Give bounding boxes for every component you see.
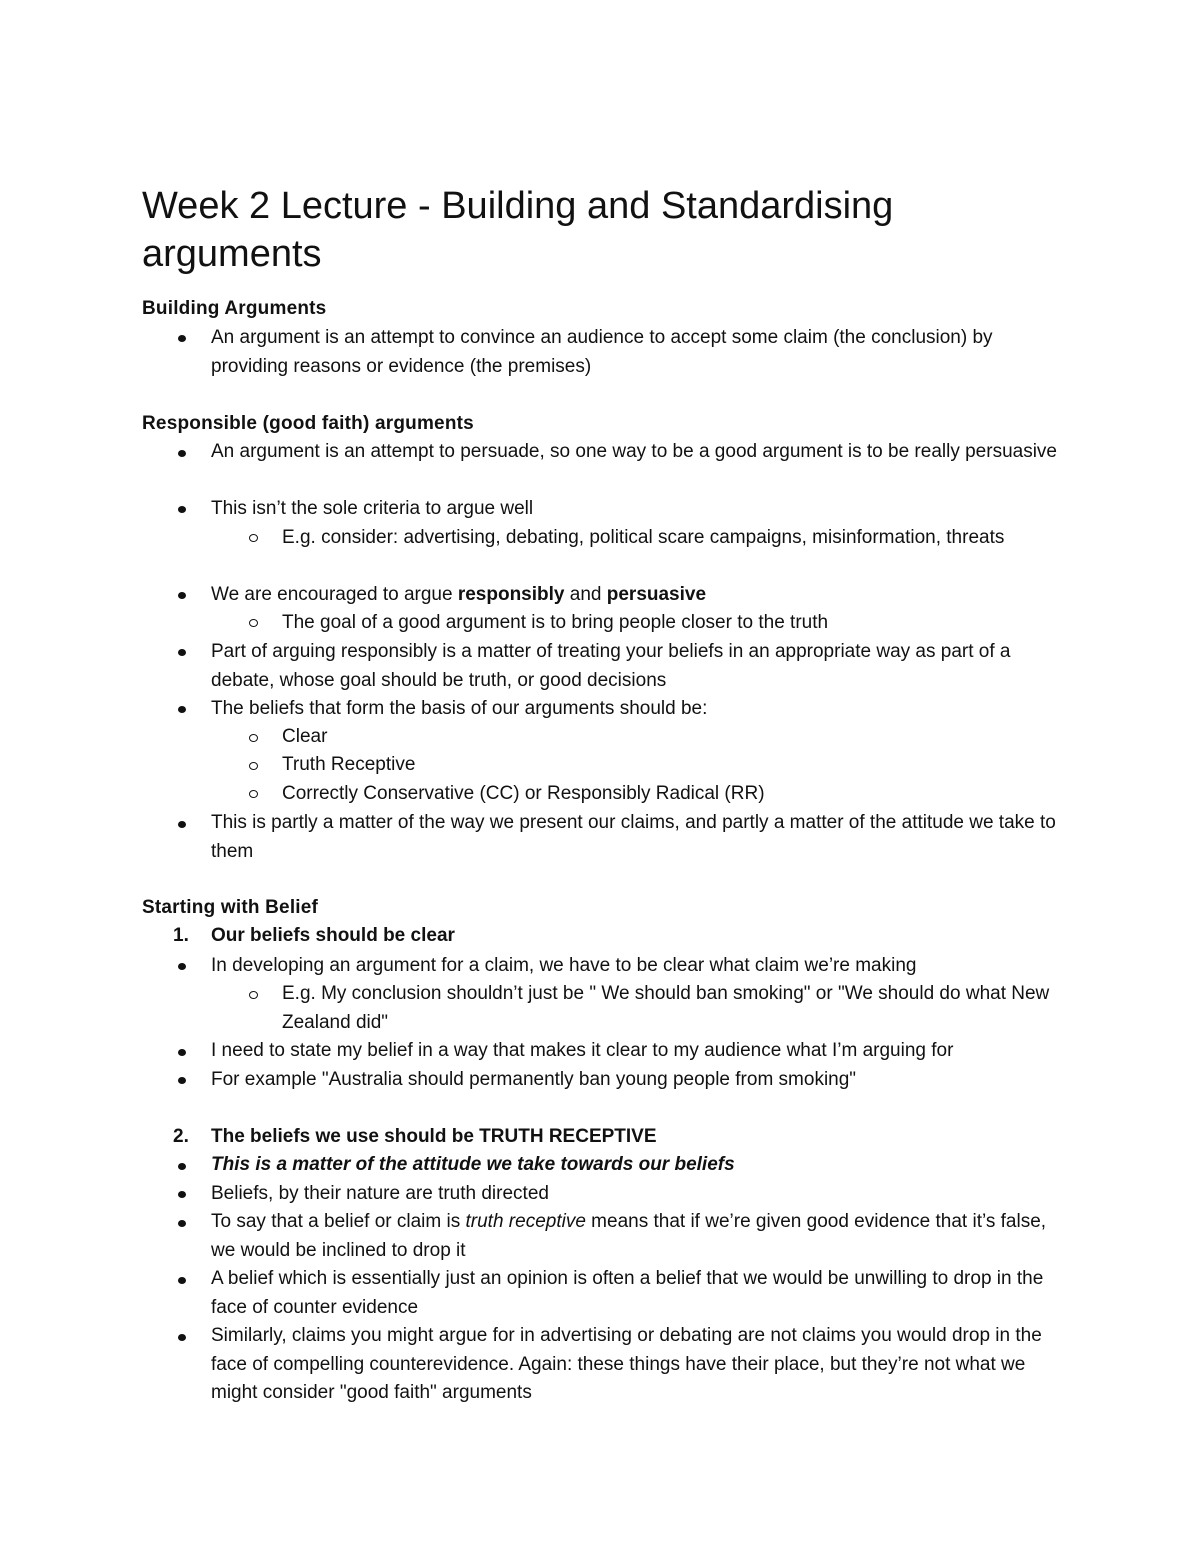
bullet-disc-icon (178, 1077, 186, 1084)
bullet-disc-icon (178, 1334, 186, 1341)
bullet-disc-icon (178, 1163, 186, 1170)
list-item: This isn’t the sole criteria to argue well (211, 498, 534, 519)
bullet-disc-icon (178, 963, 186, 970)
bullet-circle-icon (249, 790, 258, 798)
bullet-disc-icon (178, 706, 186, 713)
list-subitem: The goal of a good argument is to bring people closer to the truth (282, 612, 829, 633)
bullet-circle-icon (249, 991, 258, 999)
list-item: This is partly a matter of the way we present our claims, and partly a matter of the attitude we take to them (211, 812, 1056, 862)
page-title-line-2: arguments (142, 233, 322, 275)
bullet-disc-icon (178, 1220, 186, 1227)
list-subitem: Correctly Conservative (CC) or Responsibly Radical (RR) (282, 783, 765, 804)
section-heading-responsible-arguments: Responsible (good faith) arguments (142, 413, 474, 434)
bullet-disc-icon (178, 335, 186, 342)
list-item: Beliefs, by their nature are truth directed (211, 1183, 549, 1204)
text-run: To say that a belief or claim is (211, 1211, 466, 1232)
page-title-line-1: Week 2 Lecture - Building and Standardising (142, 185, 894, 227)
numbered-item-heading: The beliefs we use should be TRUTH RECEPTIVE (211, 1126, 657, 1147)
bullet-circle-icon (249, 619, 258, 627)
list-item: In developing an argument for a claim, we have to be clear what claim we’re making (211, 955, 917, 976)
list-item: For example "Australia should permanently ban young people from smoking" (211, 1069, 857, 1090)
list-item: A belief which is essentially just an opinion is often a belief that we would be unwilling to drop in the face of counter evidence (211, 1268, 1044, 1318)
bullet-disc-icon (178, 592, 186, 599)
list-item: This is a matter of the attitude we take towards our beliefs (211, 1154, 735, 1175)
bullet-disc-icon (178, 821, 186, 828)
list-subitem: E.g. My conclusion shouldn’t just be " We should ban smoking" or "We should do what New Zealand did" (282, 983, 1050, 1033)
emphasis-responsibly: responsibly (457, 584, 565, 605)
text-run: and (564, 584, 607, 605)
bullet-disc-icon (178, 1191, 186, 1198)
bullet-disc-icon (178, 649, 186, 656)
text-run: means that if we’re given good evidence that it’s false, we would be inclined to drop it (211, 1211, 1047, 1261)
bullet-circle-icon (249, 534, 258, 542)
bullet-disc-icon (178, 506, 186, 513)
list-subitem: E.g. consider: advertising, debating, political scare campaigns, misinformation, threats (282, 527, 1005, 548)
list-item: I need to state my belief in a way that makes it clear to my audience what I’m arguing for (211, 1040, 954, 1061)
list-subitem: Clear (282, 726, 328, 747)
list-item (211, 1208, 1071, 1265)
list-subitem: Truth Receptive (282, 754, 416, 775)
list-item: The beliefs that form the basis of our arguments should be: (211, 698, 708, 719)
list-item: An argument is an attempt to persuade, so one way to be a good argument is to be really persuasive (211, 441, 1058, 462)
numbered-item-heading: Our beliefs should be clear (211, 925, 455, 946)
bullet-circle-icon (249, 762, 258, 770)
bullet-disc-icon (178, 1277, 186, 1284)
text-run: We are encouraged to argue (211, 584, 458, 605)
list-item: Similarly, claims you might argue for in advertising or debating are not claims you would drop in the face of compelling counterevidence. Again: these things have their place, but they’re not what we might consider "good faith" arguments (211, 1325, 1042, 1403)
section-heading-building-arguments: Building Arguments (142, 298, 327, 319)
emphasis-truth-receptive: truth receptive (465, 1211, 586, 1232)
list-item: Part of arguing responsibly is a matter of treating your beliefs in an appropriate way as part of a debate, whose goal should be truth, or good decisions (211, 641, 1011, 691)
section-heading-starting-with-belief: Starting with Belief (142, 897, 319, 918)
bullet-disc-icon (178, 1049, 186, 1056)
emphasis-persuasive: persuasive (606, 584, 707, 605)
list-number: 2. (173, 1126, 189, 1147)
list-number: 1. (173, 925, 189, 946)
bullet-disc-icon (178, 450, 186, 457)
bullet-circle-icon (249, 734, 258, 742)
list-item: An argument is an attempt to convince an audience to accept some claim (the conclusion) by providing reasons or evidence (the premises) (211, 327, 993, 377)
list-item (211, 581, 1071, 610)
page-title (142, 182, 1042, 278)
